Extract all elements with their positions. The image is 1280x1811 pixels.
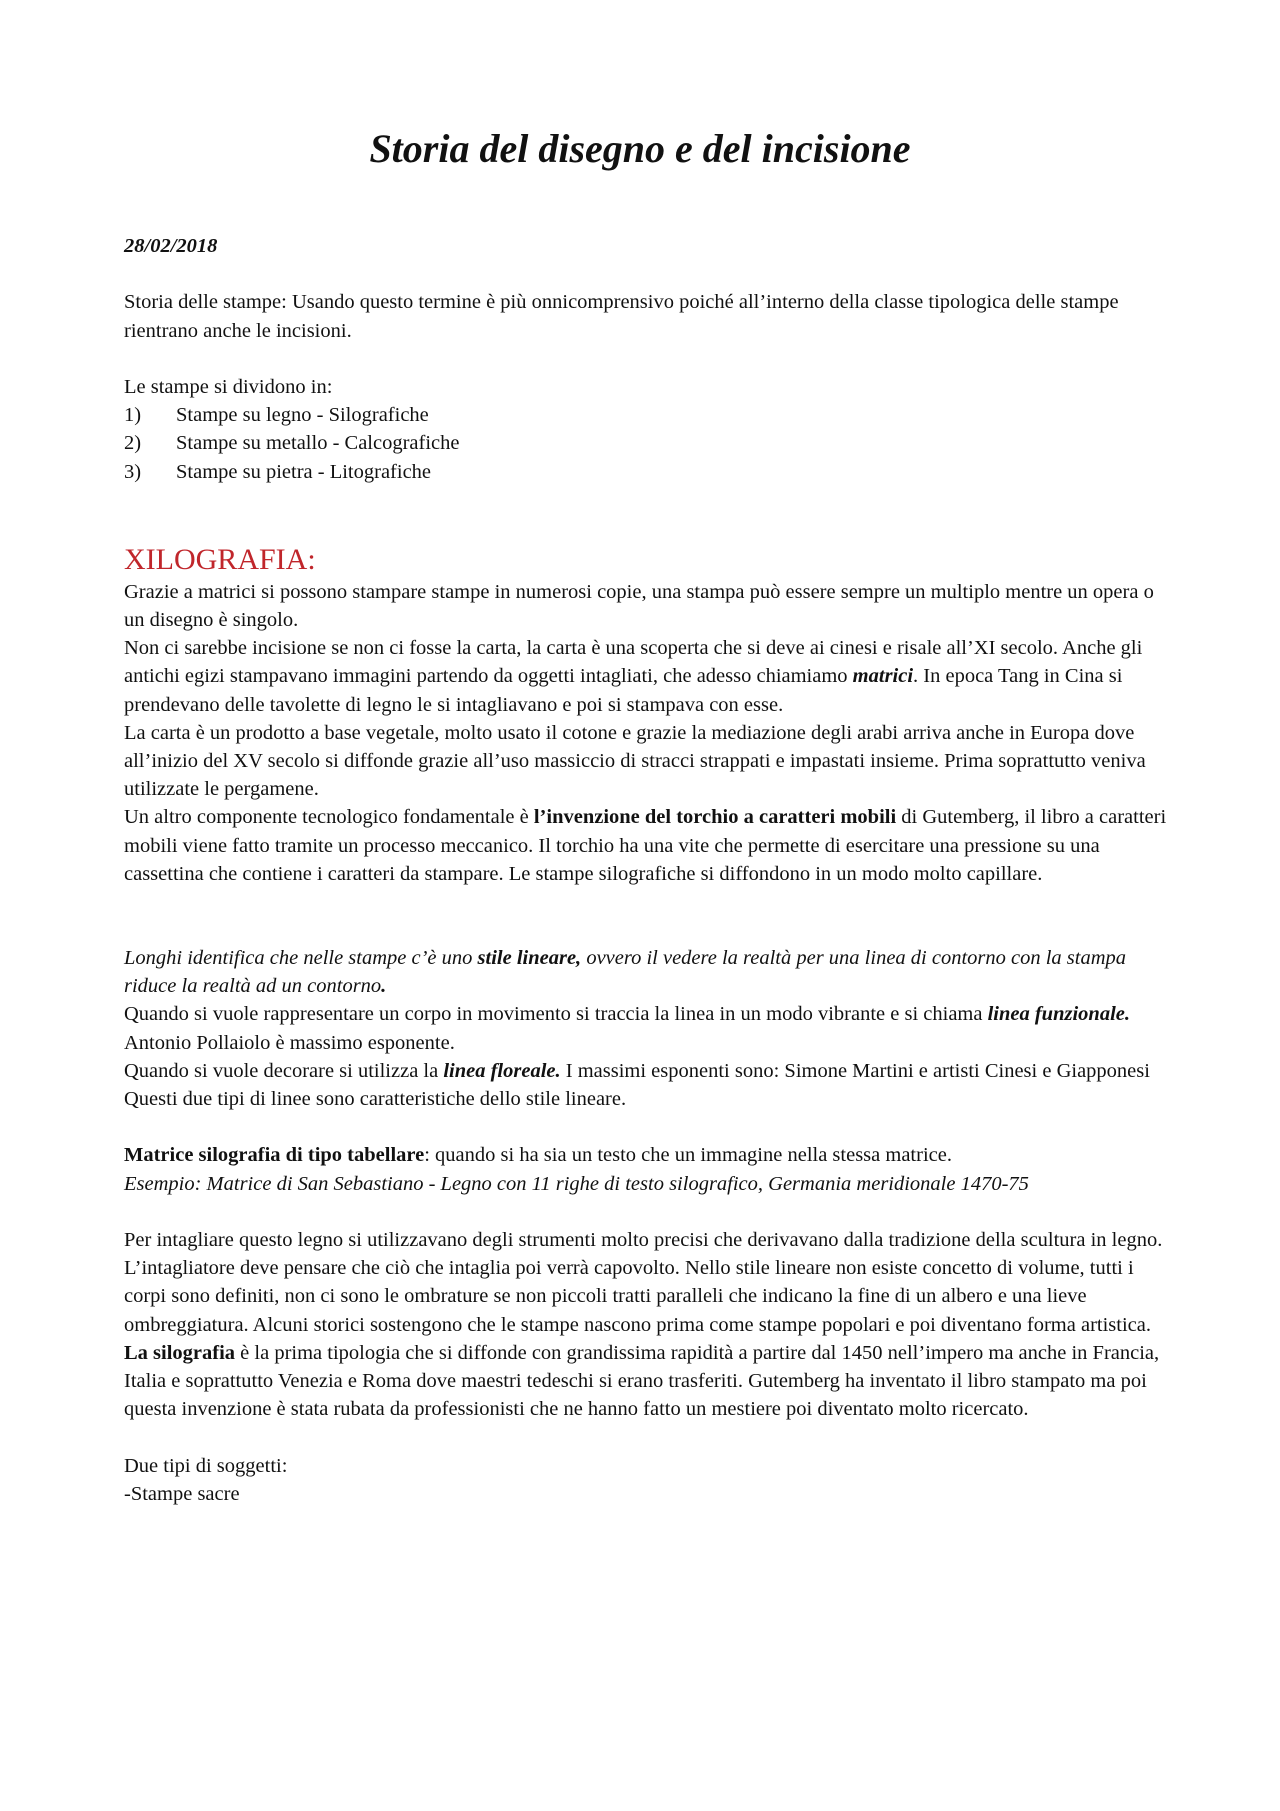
emphasis: stile lineare, [477, 947, 582, 970]
list-number: 1) [124, 404, 142, 427]
emphasis: Matrice silografia di tipo tabellare [124, 1144, 425, 1167]
document-body [124, 232, 1174, 1508]
paragraph: Longhi identifica che nelle stampe c’è uno stile lineare, ovvero il vedere la realtà per una linea di contorno con la stampa riduce la realtà ad un contorno. [124, 947, 1127, 998]
intro-paragraph: Storia delle stampe: Usando questo termine è più onnicomprensivo poiché all’interno della classe tipologica delle stampe rientrano anche le incisioni. [124, 291, 1119, 342]
list-text: Stampe su metallo - Calcografiche [176, 432, 460, 455]
paragraph: Quando si vuole rappresentare un corpo in movimento si traccia la linea in un modo vibrante e si chiama linea funzionale. Antonio Pollaiolo è massimo esponente. [124, 1003, 1130, 1054]
paragraph: Non ci sarebbe incisione se non ci fosse la carta, la carta è una scoperta che si deve ai cinesi e risale all’XI secolo. Anche gli antichi egizi stampavano immagini partendo da oggetti intagliati, che adesso chiamiamo matrici. In epoca Tang in Cina si prendevano delle tavolette di legno le si intagliavano e poi si stampava con esse. [124, 637, 1143, 716]
types-intro: Le stampe si dividono in: [124, 375, 333, 398]
paragraph: Questi due tipi di linee sono caratteristiche dello stile lineare. [124, 1088, 627, 1111]
list-item [124, 458, 1174, 486]
paragraph: Due tipi di soggetti: [124, 1454, 288, 1477]
list-number: 2) [124, 432, 142, 455]
emphasis: l’invenzione del torchio a caratteri mobili [533, 806, 897, 829]
list-item [124, 401, 1174, 429]
emphasis: La silografia [124, 1341, 236, 1364]
lecture-date: 28/02/2018 [124, 235, 218, 257]
list-text: Stampe su legno - Silografiche [176, 404, 429, 427]
paragraph: Quando si vuole decorare si utilizza la linea floreale. I massimi esponenti sono: Simone Martini e artisti Cinesi e Giapponesi [124, 1059, 1150, 1082]
emphasis: linea funzionale. [987, 1003, 1130, 1026]
list-text: Stampe su pietra - Litografiche [176, 460, 432, 483]
list-item [124, 429, 1174, 457]
paragraph: Grazie a matrici si possono stampare stampe in numerosi copie, una stampa può essere sempre un multiplo mentre un opera o un disegno è singolo. [124, 580, 1154, 631]
example-paragraph: Esempio: Matrice di San Sebastiano - Legno con 11 righe di testo silografico, Germania meridionale 1470-75 [124, 1172, 1029, 1195]
section-heading: XILOGRAFIA: [124, 542, 316, 576]
paragraph: Un altro componente tecnologico fondamentale è l’invenzione del torchio a caratteri mobili di Gutemberg, il libro a caratteri mobili viene fatto tramite un processo meccanico. Il torchio ha una vite che permette di esercitare una pressione su una cassettina che contiene i caratteri da stampare. Le stampe silografiche si diffondono in un modo molto capillare. [124, 806, 1167, 885]
emphasis: linea floreale. [443, 1059, 561, 1082]
paragraph: La carta è un prodotto a base vegetale, molto usato il cotone e grazie la mediazione degli arabi arriva anche in Europa dove all’inizio del XV secolo si diffonde grazie all’uso massiccio di stracci strappati e impastati insieme. Prima soprattutto veniva utilizzate le pergamene. [124, 721, 1146, 801]
paragraph: Matrice silografia di tipo tabellare: quando si ha sia un testo che un immagine nella stessa matrice. [124, 1144, 952, 1167]
types-list [124, 401, 1174, 486]
list-number: 3) [124, 460, 142, 483]
paragraph: Per intagliare questo legno si utilizzavano degli strumenti molto precisi che derivavano dalla tradizione della scultura in legno. L’intagliatore deve pensare che ciò che intaglia poi verrà capovolto. Nello stile lineare non esiste concetto di volume, tutti i corpi sono definiti, non ci sono le ombrature se non piccoli tratti paralleli che indicano la fine di un albero e una lieve ombreggiatura. Alcuni storici sostengono che le stampe nascono prima come stampe popolari e poi diventano forma artistica. [124, 1229, 1163, 1336]
paragraph: -Stampe sacre [124, 1482, 240, 1505]
document-title: Storia del disegno e del incisione [369, 126, 911, 171]
emphasis: matrici [852, 665, 914, 688]
paragraph: La silografia è la prima tipologia che si diffonde con grandissima rapidità a partire dal 1450 nell’impero ma anche in Francia, Italia e soprattutto Venezia e Roma dove maestri tedeschi si erano trasferiti. Gutemberg ha inventato il libro stampato ma poi questa invenzione è stata rubata da professionisti che ne hanno fatto un mestiere poi diventato molto ricercato. [124, 1341, 1160, 1421]
